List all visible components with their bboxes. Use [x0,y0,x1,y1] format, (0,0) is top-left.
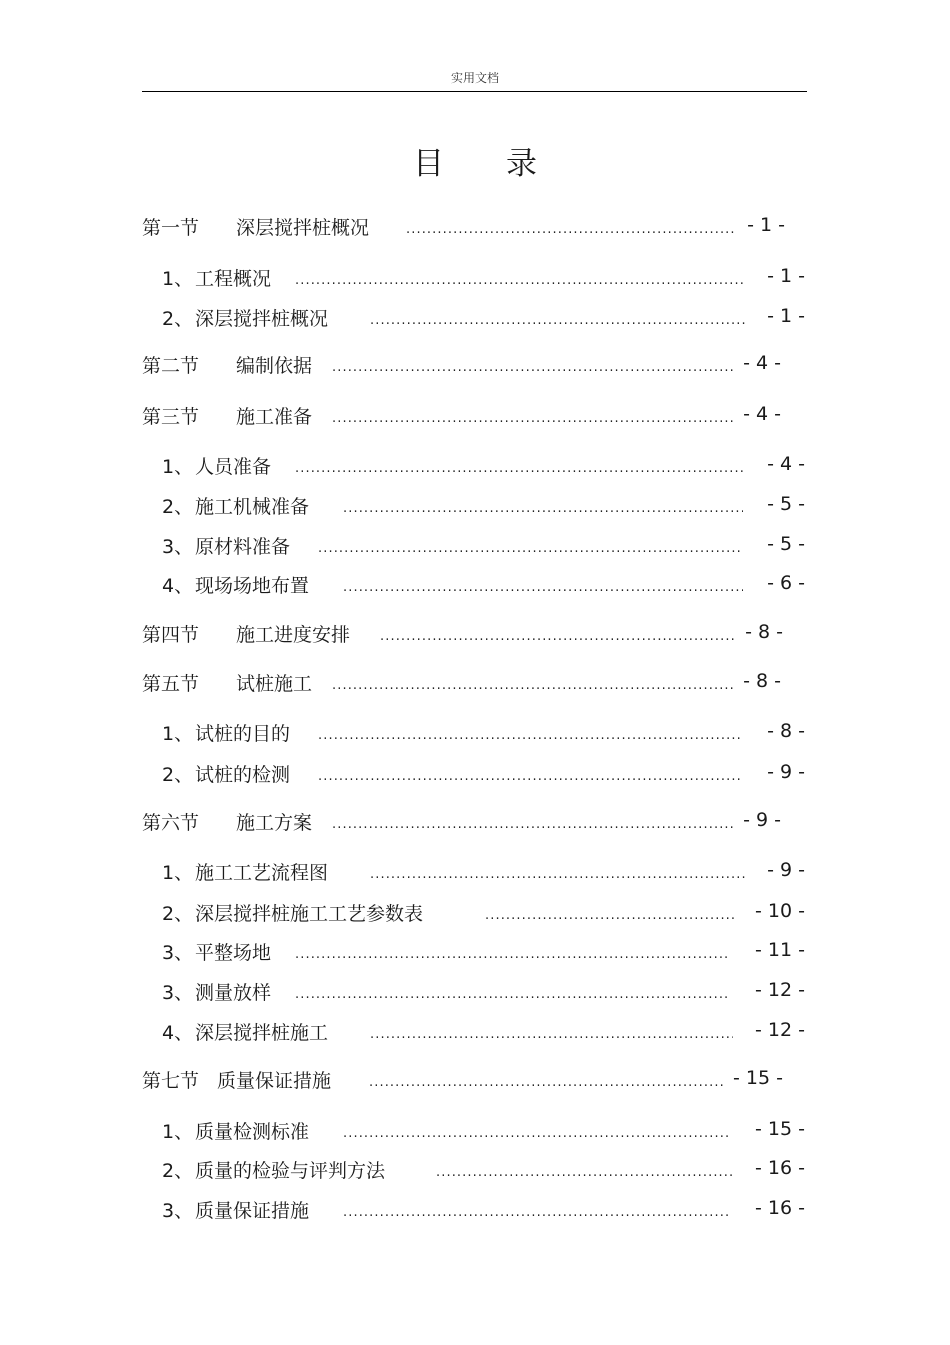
toc-entry-number: 1、 [162,267,194,290]
toc-entry-page: - 11 - [755,939,805,961]
toc-entry-number: 1、 [162,722,194,745]
toc-entry-page: - 5 - [767,533,805,555]
toc-entry[interactable] [162,859,805,883]
toc-entry-page: - 12 - [755,979,805,1001]
toc-dot-leader [318,769,743,783]
toc-dot-leader [295,947,729,961]
toc-entry-page: - 15 - [733,1067,783,1089]
toc-dot-leader [369,1075,725,1089]
toc-dot-leader [318,728,743,742]
toc-entry[interactable] [162,1118,805,1142]
toc-dot-leader [370,867,745,881]
toc-entry-title: 试桩的目的 [195,722,291,745]
toc-entry-section[interactable] [142,670,781,694]
toc-entry-number: 1、 [162,861,194,884]
toc-entry-page: - 5 - [767,493,805,515]
toc-entry-title: 施工进度安排 [236,623,351,646]
toc-entry-title: 深层搅拌桩概况 [195,307,329,330]
toc-entry[interactable] [162,761,805,785]
toc-dot-leader [295,273,743,287]
toc-entry-number: 2、 [162,902,194,925]
toc-entry-title: 深层搅拌桩概况 [236,216,370,239]
toc-entry-page: - 4 - [767,453,805,475]
toc-entry[interactable] [162,305,805,329]
toc-entry-title: 平整场地 [195,941,272,964]
toc-dot-leader [332,360,735,374]
toc-entry-title: 施工方案 [236,811,313,834]
toc-title-char-2: 录 [506,146,537,182]
toc-dot-leader [343,501,743,515]
toc-entry-page: - 15 - [755,1118,805,1140]
toc-entry-number: 1、 [162,455,194,478]
toc-entry-page: - 8 - [767,720,805,742]
toc-entry-page: - 10 - [755,900,805,922]
toc-entry[interactable] [162,265,805,289]
toc-entry-title: 质量保证措施 [217,1069,332,1092]
toc-dot-leader [485,908,737,922]
toc-entry-page: - 9 - [743,809,781,831]
toc-entry[interactable] [162,572,805,596]
toc-entry-title: 编制依据 [236,354,313,377]
toc-entry-page: - 6 - [767,572,805,594]
toc-dot-leader [343,1205,731,1219]
toc-entry-page: - 8 - [745,621,783,643]
toc-entry-section[interactable] [142,352,781,376]
toc-entry-number: 第二节 [142,354,200,377]
toc-dot-leader [295,987,729,1001]
toc-dot-leader [343,580,743,594]
toc-entry-number: 第三节 [142,405,200,428]
toc-dot-leader [318,541,743,555]
toc-entry-page: - 16 - [755,1197,805,1219]
toc-entry-title: 施工机械准备 [195,495,310,518]
toc-dot-leader [406,222,737,236]
toc-entry-title: 质量检测标准 [195,1120,310,1143]
toc-entry[interactable] [162,1019,805,1043]
toc-dot-leader [370,313,745,327]
toc-entry-title: 深层搅拌桩施工 [195,1021,329,1044]
toc-dot-leader [332,817,735,831]
toc-dot-leader [436,1165,735,1179]
toc-entry-number: 第一节 [142,216,200,239]
toc-entry[interactable] [162,720,805,744]
toc-entry[interactable] [162,493,805,517]
toc-entry-title: 施工准备 [236,405,313,428]
toc-entry-title: 现场场地布置 [195,574,310,597]
toc-entry-page: - 12 - [755,1019,805,1041]
toc-entry[interactable] [162,1197,805,1221]
toc-entry[interactable] [162,900,805,924]
toc-entry-number: 第六节 [142,811,200,834]
toc-entry[interactable] [162,979,805,1003]
toc-entry-section[interactable] [142,214,785,238]
toc-entry-page: - 9 - [767,859,805,881]
toc-entry-number: 2、 [162,763,194,786]
toc-dot-leader [370,1027,733,1041]
toc-entry-number: 第七节 [142,1069,200,1092]
toc-dot-leader [295,461,743,475]
toc-dot-leader [332,678,735,692]
toc-title-char-1: 目 [413,146,444,182]
toc-entry-number: 第五节 [142,672,200,695]
toc-entry-page: - 1 - [767,265,805,287]
toc-entry-title: 质量的检验与评判方法 [195,1159,386,1182]
toc-entry[interactable] [162,939,805,963]
toc-entry-number: 3、 [162,941,194,964]
toc-entry-page: - 16 - [755,1157,805,1179]
toc-entry-number: 1、 [162,1120,194,1143]
toc-entry-page: - 9 - [767,761,805,783]
toc-entry-page: - 1 - [767,305,805,327]
toc-entry-title: 测量放样 [195,981,272,1004]
toc-entry-title: 工程概况 [195,267,272,290]
toc-entry-page: - 4 - [743,352,781,374]
toc-entry-section[interactable] [142,809,781,833]
toc-entry-number: 3、 [162,981,194,1004]
page-header: 实用文档 [450,71,499,85]
toc-entry-number: 2、 [162,1159,194,1182]
toc-entry-number: 3、 [162,535,194,558]
toc-entry-title: 施工工艺流程图 [195,861,329,884]
toc-entry-title: 试桩施工 [236,672,313,695]
toc-entry-number: 2、 [162,307,194,330]
toc-entry-title: 原材料准备 [195,535,291,558]
toc-entry-page: - 4 - [743,403,781,425]
toc-entry-page: - 1 - [747,214,785,236]
toc-entry-page: - 8 - [743,670,781,692]
toc-entry-section[interactable] [142,1067,783,1091]
toc-dot-leader [332,411,735,425]
toc-entry-title: 深层搅拌桩施工工艺参数表 [195,902,424,925]
toc-entry[interactable] [162,533,805,557]
toc-entry-number: 4、 [162,1021,194,1044]
toc-entry-title: 人员准备 [195,455,272,478]
toc-entry-title: 试桩的检测 [195,763,291,786]
toc-entry-section[interactable] [142,403,781,427]
toc-entry-number: 4、 [162,574,194,597]
toc-dot-leader [380,629,737,643]
toc-dot-leader [343,1126,731,1140]
toc-entry-number: 2、 [162,495,194,518]
toc-entry-section[interactable] [142,621,783,645]
toc-entry-number: 第四节 [142,623,200,646]
toc-entry[interactable] [162,453,805,477]
toc-entry-title: 质量保证措施 [195,1199,310,1222]
toc-entry-number: 3、 [162,1199,194,1222]
toc-entry[interactable] [162,1157,805,1181]
